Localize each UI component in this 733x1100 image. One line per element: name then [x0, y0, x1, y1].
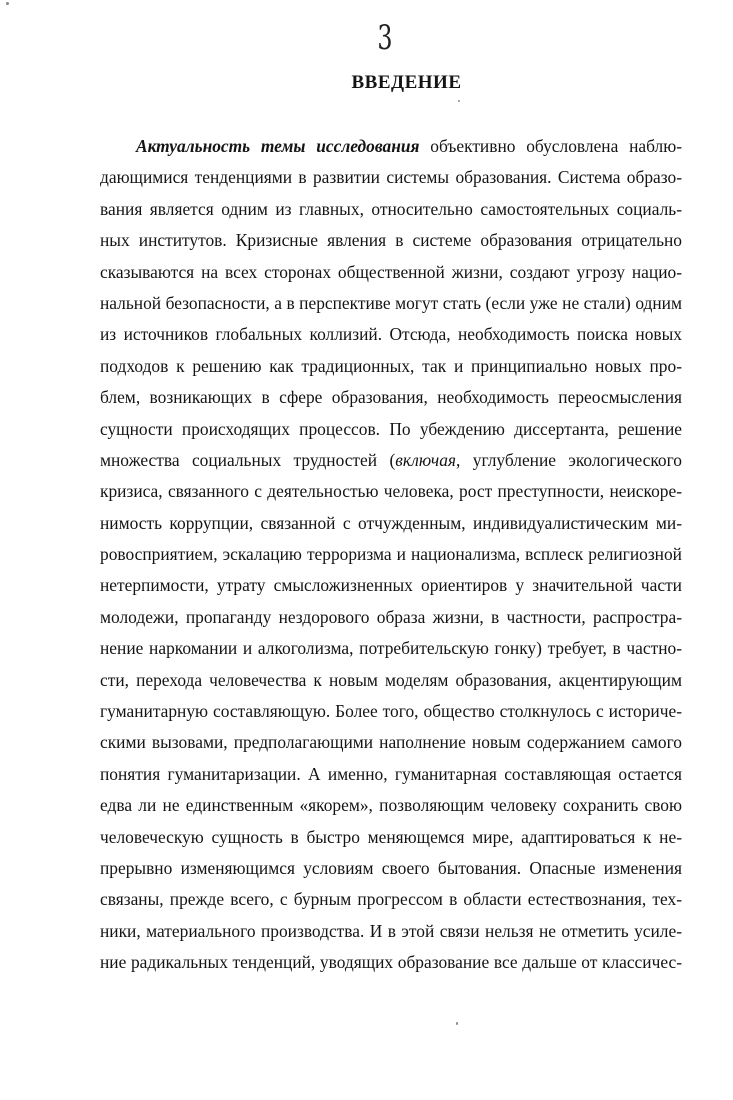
scan-speck — [6, 2, 9, 5]
text-line: нимость коррупции, связанной с отчужденным, индивидуалистическим ми- — [100, 512, 682, 533]
text-line: гуманитарную составляющую. Более того, общество столкнулось с историче- — [100, 701, 682, 722]
text-line: человеческую сущность в быстро меняющемся мире, адаптироваться к не- — [100, 826, 682, 847]
text-line: связаны, прежде всего, с бурным прогрессом в области естествознания, тех- — [100, 889, 682, 910]
text-line: из источников глобальных коллизий. Отсюда, необходимость поиска новых — [100, 324, 682, 345]
scan-speck — [458, 100, 460, 102]
section-title: ВВЕДЕНИЕ — [351, 72, 462, 93]
scan-speck — [456, 1022, 458, 1025]
text-line: понятия гуманитаризации. А именно, гуманитарная составляющая остается — [100, 763, 682, 784]
text-line: молодежи, пропаганду нездорового образа жизни, в частности, распростра- — [100, 606, 682, 627]
text-line: нальной безопасности, а в перспективе могут стать (если уже не стали) одним — [100, 292, 682, 313]
text-line: сущности происходящих процессов. По убеждению диссертанта, решение — [100, 418, 682, 439]
text-line — [100, 131, 682, 162]
body-text — [100, 131, 682, 979]
text-line: нение наркомании и алкоголизма, потребительскую гонку) требует, в частно- — [100, 638, 682, 659]
text-line: блем, возникающих в сфере образования, необходимость переосмысления — [100, 387, 682, 408]
text-line: ние радикальных тенденций, уводящих образование все дальше от классичес- — [100, 952, 682, 973]
text-line: ники, материального производства. И в этой связи нельзя не отметить усиле- — [100, 920, 682, 941]
text-line: подходов к решению как традиционных, так и принципиально новых про- — [100, 355, 682, 376]
text-line: ных институтов. Кризисные явления в системе образования отрицательно — [100, 230, 682, 251]
text-line: едва ли не единственным «якорем», позволяющим человеку сохранить свою — [100, 795, 682, 816]
text-line-content: объективно обусловлена наблю- — [419, 136, 682, 156]
text-line: скими вызовами, предполагающими наполнение новым содержанием самого — [100, 732, 682, 753]
lead-emphasis: Актуальность темы исследования — [136, 136, 420, 156]
text-line-content: , углубление экологического — [456, 449, 682, 470]
text-line: сказываются на всех сторонах общественной жизни, создают угрозу нацио- — [100, 261, 682, 282]
text-line: вания является одним из главных, относительно самостоятельных социаль- — [100, 198, 682, 219]
page-number: 3 — [377, 18, 393, 58]
text-line: нетерпимости, утрату смысложизненных ориентиров у значительной части — [100, 575, 682, 596]
text-line: ровосприятием, эскалацию терроризма и национализма, всплеск религиозной — [100, 544, 682, 565]
text-line — [100, 445, 682, 476]
text-line-content: множества социальных трудностей ( — [100, 449, 396, 470]
italic-word: включая — [395, 449, 456, 470]
text-line: прерывно изменяющимся условиям своего бытования. Опасные изменения — [100, 857, 682, 878]
text-line: кризиса, связанного с деятельностью человека, рост преступности, неискоре- — [100, 481, 682, 502]
text-line: сти, перехода человечества к новым моделям образования, акцентирующим — [100, 669, 682, 690]
text-line: дающимися тенденциями в развитии системы образования. Система образо- — [100, 167, 682, 188]
